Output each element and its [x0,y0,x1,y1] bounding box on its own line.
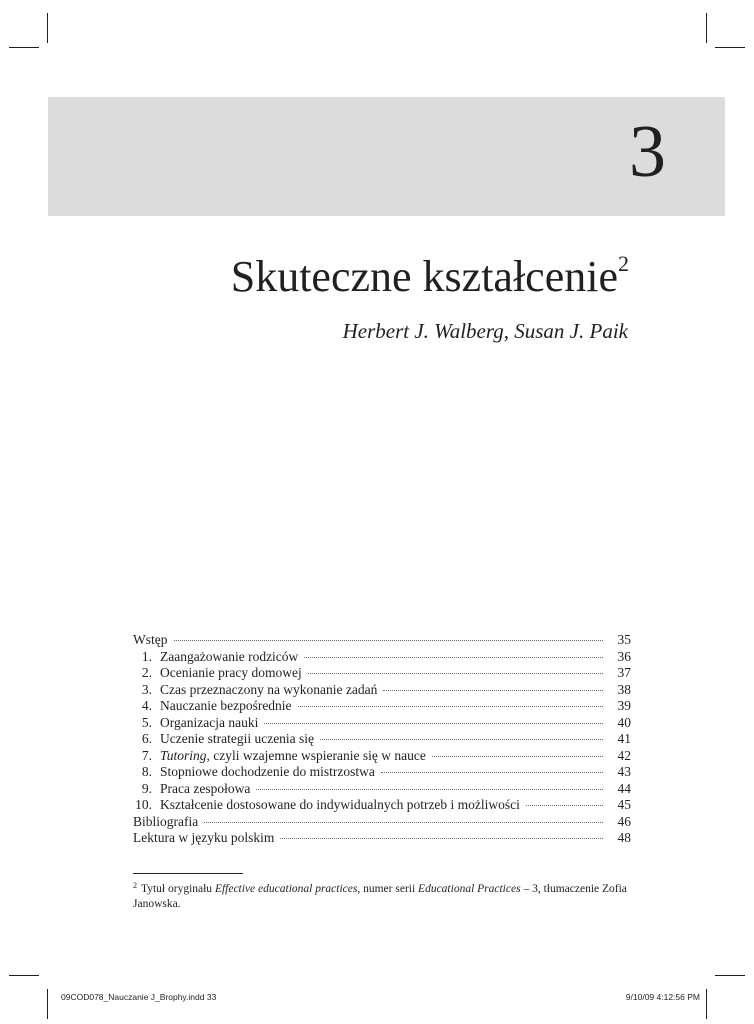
toc-number: 9. [141,780,152,796]
toc-leader [432,756,603,757]
toc-leader [264,723,603,724]
toc-leader [381,772,603,773]
toc-row [106,830,631,847]
toc-row [133,797,631,814]
toc-label: Zaangażowanie rodziców [160,648,299,664]
toc-label: Nauczanie bezpośrednie [160,698,292,713]
footnote-text: Tytuł oryginału [141,883,215,895]
footnote-italic: Effective educational practices [214,883,358,895]
toc-label: Czas przeznaczony na wykonanie zadań [160,681,378,697]
crop-mark [715,47,745,48]
toc-number: 3. [141,681,152,697]
slug-datetime: 9/10/09 4:12:56 PM [625,992,700,1002]
toc-label [160,748,426,765]
chapter-number: 3 [629,111,666,193]
toc-row [106,814,631,831]
toc-leader [280,838,603,839]
crop-mark [47,13,48,43]
toc-page: 45 [617,797,631,812]
toc-page: 48 [617,830,631,845]
footnote-ref: 2 [618,251,629,276]
crop-mark [706,13,707,43]
toc-label: Kształcenie dostosowane do indywidualnych potrzeb i możliwości [160,797,520,812]
toc-label: Ocenianie pracy domowej [160,665,302,680]
toc-page: 42 [617,747,631,763]
toc-leader [320,739,603,740]
toc-page: 46 [617,813,631,829]
footnote-italic: Educational Practices [418,883,521,895]
toc-label: Praca zespołowa [160,780,251,796]
toc-row [106,632,631,649]
toc-number: 10. [135,797,152,812]
toc-page: 39 [617,698,631,713]
toc-label: Bibliografia [133,813,199,829]
toc-label-rest: , czyli wzajemne wspieranie się w nauce [206,747,426,763]
crop-mark [9,975,39,976]
toc-number: 7. [141,747,152,763]
toc-number: 8. [141,764,152,779]
crop-mark [47,989,48,1019]
toc-leader [256,789,603,790]
toc-page: 41 [617,731,631,746]
toc-page: 37 [617,665,631,680]
toc-row [133,682,631,699]
toc-row [133,715,631,732]
toc-number: 4. [141,698,152,713]
toc-number: 1. [141,648,152,664]
table-of-contents [133,632,631,847]
toc-row [133,781,631,798]
toc-row [133,665,631,682]
toc-row [133,764,631,781]
footnote-text: – 3, tłumaczenie Zofia Janowska. [133,883,627,910]
toc-label-italic: Tutoring [160,747,207,763]
chapter-authors: Herbert J. Walberg, Susan J. Paik [342,319,628,343]
toc-row [133,649,631,666]
toc-leader [174,640,604,641]
toc-leader [526,805,603,806]
chapter-title [231,252,629,301]
toc-label: Lektura w języku polskim [133,830,275,845]
toc-number: 6. [141,731,152,746]
chapter-band [48,97,725,216]
toc-page: 43 [617,764,631,779]
footnote-text: , numer serii [357,883,419,895]
toc-number: 2. [141,665,152,680]
toc-label: Uczenie strategii uczenia się [160,731,315,746]
toc-page: 36 [617,648,631,664]
toc-row [133,748,631,765]
toc-leader [383,690,603,691]
crop-mark [9,47,39,48]
toc-page: 44 [617,780,631,796]
footnote [133,878,633,912]
toc-page: 38 [617,681,631,697]
toc-page: 35 [617,632,631,647]
toc-label: Wstęp [133,632,168,647]
toc-number: 5. [141,714,152,730]
footnote-marker: 2 [133,881,137,890]
crop-mark [706,989,707,1019]
toc-leader [204,822,603,823]
toc-row [133,698,631,715]
toc-leader [298,706,603,707]
toc-page: 40 [617,714,631,730]
toc-leader [304,657,603,658]
toc-row [133,731,631,748]
chapter-title-text: Skuteczne kształcenie [230,252,618,301]
crop-mark [715,975,745,976]
toc-label: Stopniowe dochodzenie do mistrzostwa [160,764,375,779]
slug-filename: 09COD078_Nauczanie J_Brophy.indd 33 [61,992,217,1002]
toc-leader [308,673,603,674]
footnote-rule [133,873,243,874]
toc-label: Organizacja nauki [160,714,259,730]
